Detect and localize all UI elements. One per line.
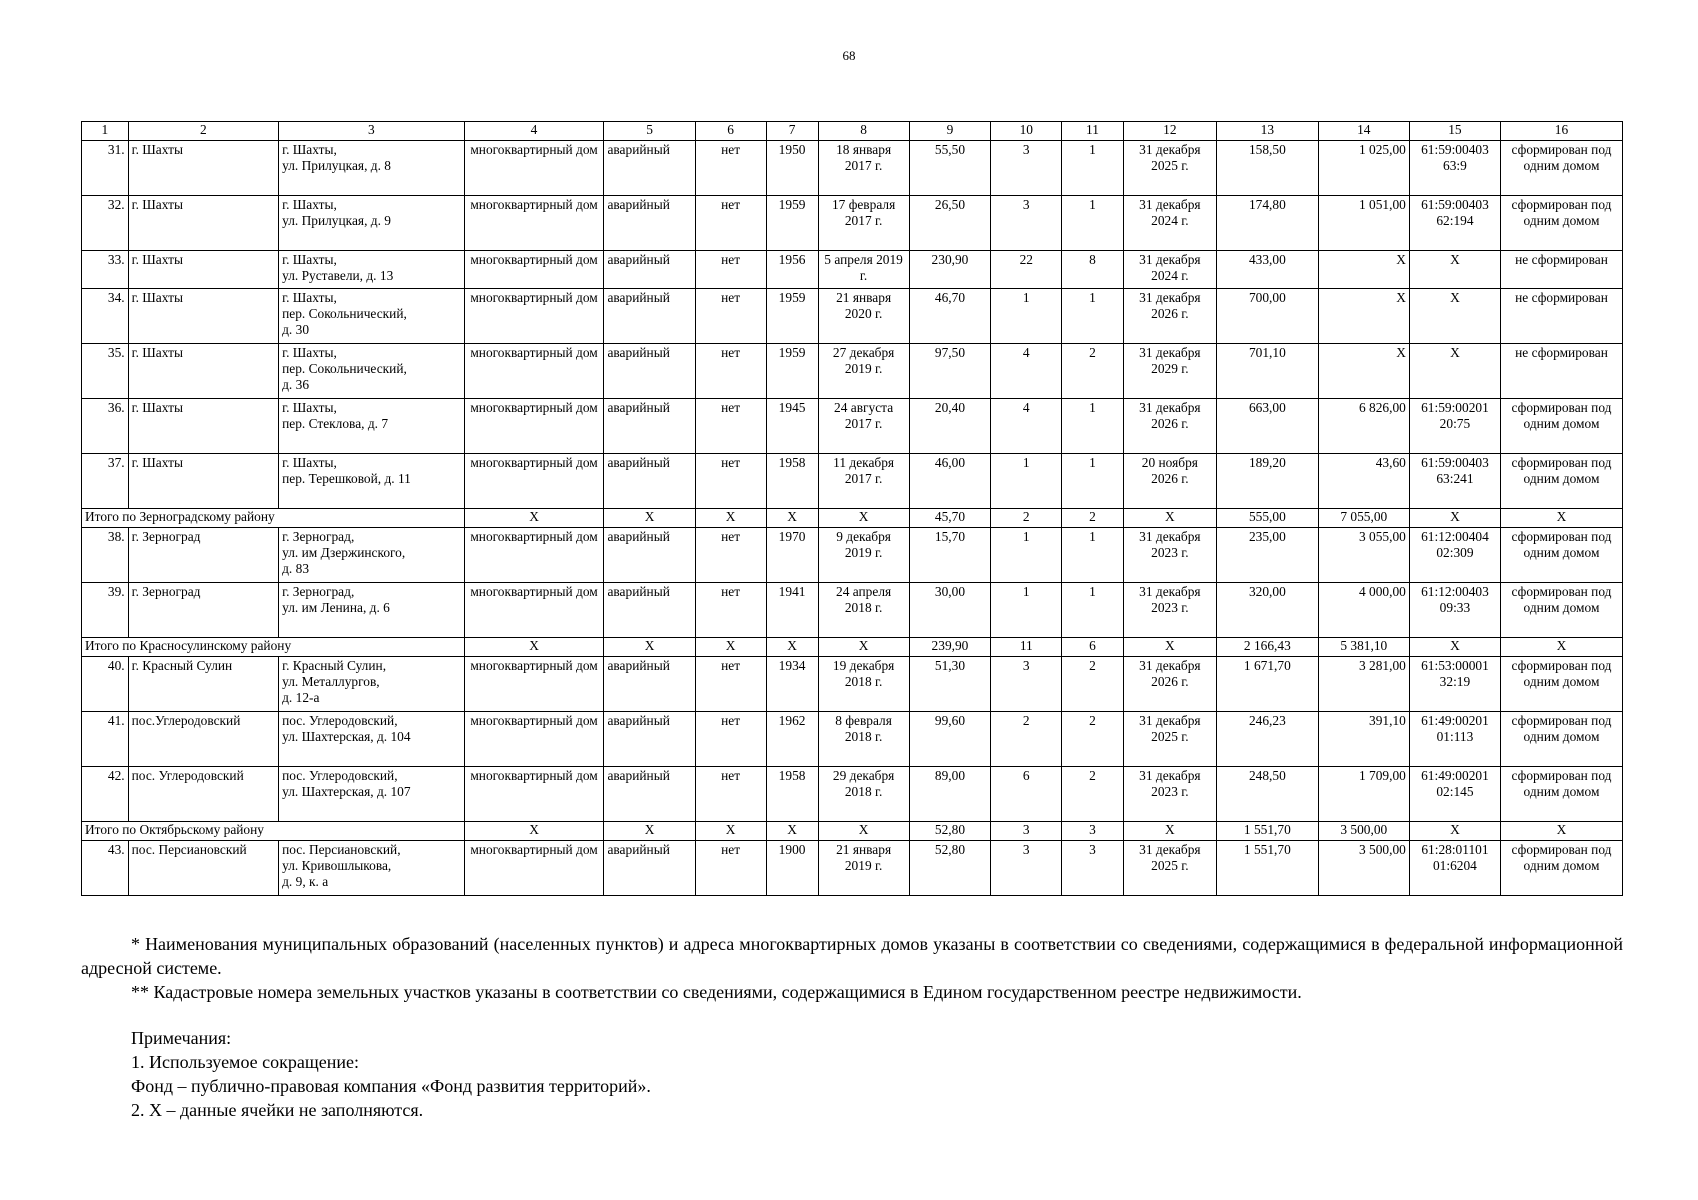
column-13-cell: 1 671,70 xyxy=(1216,657,1318,712)
year-cell: 1945 xyxy=(766,399,818,454)
house-type-cell: X xyxy=(464,509,604,528)
row-number: 33. xyxy=(82,251,129,289)
municipality-cell: г. Шахты xyxy=(128,196,278,251)
cadastre-number-cell: 61:59:00403 62:194 xyxy=(1409,196,1500,251)
column-11-cell: 1 xyxy=(1062,528,1123,583)
cadastre-number-cell: X xyxy=(1409,289,1500,344)
table-row xyxy=(82,399,1623,454)
column-14-cell: 43,60 xyxy=(1318,454,1409,509)
house-type-cell: X xyxy=(464,638,604,657)
column-11-cell: 2 xyxy=(1062,712,1123,767)
cadastre-number-cell: X xyxy=(1409,251,1500,289)
cadastre-number-cell: X xyxy=(1409,509,1500,528)
date-cell: 21 января 2020 г. xyxy=(818,289,909,344)
status-cell: X xyxy=(604,822,695,841)
deadline-cell: 31 декабря 2026 г. xyxy=(1123,289,1216,344)
column-11-cell: 3 xyxy=(1062,841,1123,896)
row-number: 35. xyxy=(82,344,129,399)
column-10-cell: 2 xyxy=(991,509,1062,528)
column-11-cell: 2 xyxy=(1062,657,1123,712)
notes-section xyxy=(81,932,1623,1122)
address-cell: г. Шахты, ул. Прилуцкая, д. 8 xyxy=(279,141,464,196)
row-number: 36. xyxy=(82,399,129,454)
column-number-5: 5 xyxy=(604,122,695,141)
column-11-cell: 8 xyxy=(1062,251,1123,289)
cadastre-number-cell: 61:49:00201 01:113 xyxy=(1409,712,1500,767)
area-cell: 52,80 xyxy=(909,822,991,841)
column-13-cell: 174,80 xyxy=(1216,196,1318,251)
column-13-cell: 248,50 xyxy=(1216,767,1318,822)
address-cell: г. Шахты, ул. Руставели, д. 13 xyxy=(279,251,464,289)
column-10-cell: 3 xyxy=(991,141,1062,196)
house-type-cell: многоквартирный дом xyxy=(464,454,604,509)
column-14-cell: 6 826,00 xyxy=(1318,399,1409,454)
land-plot-status-cell: не сформирован xyxy=(1501,251,1623,289)
year-cell: 1900 xyxy=(766,841,818,896)
table-row xyxy=(82,454,1623,509)
deadline-cell: 31 декабря 2023 г. xyxy=(1123,583,1216,638)
house-type-cell: многоквартирный дом xyxy=(464,712,604,767)
municipality-cell: пос. Персиановский xyxy=(128,841,278,896)
column-6-cell: X xyxy=(695,509,766,528)
column-14-cell: 1 709,00 xyxy=(1318,767,1409,822)
house-type-cell: многоквартирный дом xyxy=(464,399,604,454)
area-cell: 89,00 xyxy=(909,767,991,822)
district-total-label: Итого по Зерноградскому району xyxy=(82,509,465,528)
date-cell: 19 декабря 2018 г. xyxy=(818,657,909,712)
year-cell: 1941 xyxy=(766,583,818,638)
land-plot-status-cell: X xyxy=(1501,638,1623,657)
column-6-cell: нет xyxy=(695,841,766,896)
column-6-cell: нет xyxy=(695,528,766,583)
column-10-cell: 6 xyxy=(991,767,1062,822)
date-cell: 8 февраля 2018 г. xyxy=(818,712,909,767)
land-plot-status-cell: сформирован под одним домом xyxy=(1501,399,1623,454)
deadline-cell: 31 декабря 2024 г. xyxy=(1123,251,1216,289)
area-cell: 20,40 xyxy=(909,399,991,454)
date-cell: 9 декабря 2019 г. xyxy=(818,528,909,583)
land-plot-status-cell: сформирован под одним домом xyxy=(1501,528,1623,583)
column-14-cell: 391,10 xyxy=(1318,712,1409,767)
cadastre-number-cell: 61:59:00201 20:75 xyxy=(1409,399,1500,454)
column-13-cell: 320,00 xyxy=(1216,583,1318,638)
column-13-cell: 701,10 xyxy=(1216,344,1318,399)
land-plot-status-cell: сформирован под одним домом xyxy=(1501,657,1623,712)
status-cell: X xyxy=(604,638,695,657)
table-body xyxy=(82,122,1623,896)
land-plot-status-cell: сформирован под одним домом xyxy=(1501,454,1623,509)
address-cell: г. Шахты, пер. Терешковой, д. 11 xyxy=(279,454,464,509)
year-cell: 1959 xyxy=(766,344,818,399)
column-number-2: 2 xyxy=(128,122,278,141)
land-plot-status-cell: X xyxy=(1501,509,1623,528)
area-cell: 46,70 xyxy=(909,289,991,344)
column-14-cell: X xyxy=(1318,344,1409,399)
land-plot-status-cell: сформирован под одним домом xyxy=(1501,841,1623,896)
note-item-2: 2. X – данные ячейки не заполняются. xyxy=(131,1100,424,1120)
land-plot-status-cell: X xyxy=(1501,822,1623,841)
deadline-cell: 31 декабря 2025 г. xyxy=(1123,841,1216,896)
year-cell: 1956 xyxy=(766,251,818,289)
column-10-cell: 2 xyxy=(991,712,1062,767)
status-cell: X xyxy=(604,509,695,528)
column-6-cell: нет xyxy=(695,251,766,289)
status-cell: аварийный xyxy=(604,454,695,509)
deadline-cell: 31 декабря 2029 г. xyxy=(1123,344,1216,399)
row-number: 43. xyxy=(82,841,129,896)
column-10-cell: 3 xyxy=(991,841,1062,896)
year-cell: 1934 xyxy=(766,657,818,712)
year-cell: X xyxy=(766,509,818,528)
column-14-cell: 3 500,00 xyxy=(1318,822,1409,841)
column-14-cell: 5 381,10 xyxy=(1318,638,1409,657)
date-cell: 24 августа 2017 г. xyxy=(818,399,909,454)
table-row xyxy=(82,528,1623,583)
table-row xyxy=(82,657,1623,712)
deadline-cell: 31 декабря 2025 г. xyxy=(1123,712,1216,767)
date-cell: X xyxy=(818,638,909,657)
district-total-row xyxy=(82,509,1623,528)
table-row xyxy=(82,583,1623,638)
cadastre-number-cell: X xyxy=(1409,638,1500,657)
column-number-16: 16 xyxy=(1501,122,1623,141)
column-number-11: 11 xyxy=(1062,122,1123,141)
column-11-cell: 1 xyxy=(1062,289,1123,344)
page-number: 68 xyxy=(842,48,856,63)
column-13-cell: 433,00 xyxy=(1216,251,1318,289)
column-11-cell: 2 xyxy=(1062,344,1123,399)
status-cell: аварийный xyxy=(604,583,695,638)
column-13-cell: 246,23 xyxy=(1216,712,1318,767)
column-10-cell: 1 xyxy=(991,528,1062,583)
land-plot-status-cell: сформирован под одним домом xyxy=(1501,141,1623,196)
status-cell: аварийный xyxy=(604,841,695,896)
table-row xyxy=(82,344,1623,399)
house-type-cell: многоквартирный дом xyxy=(464,196,604,251)
address-cell: г. Шахты, пер. Сокольнический, д. 36 xyxy=(279,344,464,399)
column-number-14: 14 xyxy=(1318,122,1409,141)
cadastre-number-cell: X xyxy=(1409,344,1500,399)
row-number: 42. xyxy=(82,767,129,822)
column-10-cell: 4 xyxy=(991,344,1062,399)
municipality-cell: г. Шахты xyxy=(128,141,278,196)
address-cell: пос. Углеродовский, ул. Шахтерская, д. 107 xyxy=(279,767,464,822)
land-plot-status-cell: не сформирован xyxy=(1501,344,1623,399)
cadastre-number-cell: X xyxy=(1409,822,1500,841)
column-13-cell: 235,00 xyxy=(1216,528,1318,583)
column-14-cell: 3 055,00 xyxy=(1318,528,1409,583)
year-cell: X xyxy=(766,638,818,657)
status-cell: аварийный xyxy=(604,528,695,583)
column-number-9: 9 xyxy=(909,122,991,141)
land-plot-status-cell: не сформирован xyxy=(1501,289,1623,344)
date-cell: 27 декабря 2019 г. xyxy=(818,344,909,399)
column-13-cell: 700,00 xyxy=(1216,289,1318,344)
column-6-cell: нет xyxy=(695,583,766,638)
municipality-cell: г. Зерноград xyxy=(128,583,278,638)
column-14-cell: 7 055,00 xyxy=(1318,509,1409,528)
district-total-label: Итого по Красносулинскому району xyxy=(82,638,465,657)
column-number-7: 7 xyxy=(766,122,818,141)
year-cell: 1962 xyxy=(766,712,818,767)
status-cell: аварийный xyxy=(604,289,695,344)
deadline-cell: 31 декабря 2024 г. xyxy=(1123,196,1216,251)
date-cell: 5 апреля 2019 г. xyxy=(818,251,909,289)
municipality-cell: г. Шахты xyxy=(128,454,278,509)
column-11-cell: 3 xyxy=(1062,822,1123,841)
house-type-cell: многоквартирный дом xyxy=(464,657,604,712)
district-total-row xyxy=(82,822,1623,841)
deadline-cell: X xyxy=(1123,509,1216,528)
column-11-cell: 2 xyxy=(1062,767,1123,822)
column-13-cell: 663,00 xyxy=(1216,399,1318,454)
year-cell: 1958 xyxy=(766,767,818,822)
column-6-cell: нет xyxy=(695,454,766,509)
land-plot-status-cell: сформирован под одним домом xyxy=(1501,767,1623,822)
address-cell: г. Шахты, ул. Прилуцкая, д. 9 xyxy=(279,196,464,251)
land-plot-status-cell: сформирован под одним домом xyxy=(1501,196,1623,251)
row-number: 39. xyxy=(82,583,129,638)
status-cell: аварийный xyxy=(604,344,695,399)
municipality-cell: пос.Углеродовский xyxy=(128,712,278,767)
column-number-13: 13 xyxy=(1216,122,1318,141)
column-11-cell: 1 xyxy=(1062,141,1123,196)
column-13-cell: 2 166,43 xyxy=(1216,638,1318,657)
notes-heading: Примечания: xyxy=(131,1028,232,1048)
area-cell: 230,90 xyxy=(909,251,991,289)
column-10-cell: 1 xyxy=(991,583,1062,638)
status-cell: аварийный xyxy=(604,657,695,712)
column-number-15: 15 xyxy=(1409,122,1500,141)
row-number: 38. xyxy=(82,528,129,583)
column-6-cell: нет xyxy=(695,196,766,251)
column-10-cell: 11 xyxy=(991,638,1062,657)
column-14-cell: 1 025,00 xyxy=(1318,141,1409,196)
area-cell: 55,50 xyxy=(909,141,991,196)
year-cell: 1970 xyxy=(766,528,818,583)
house-type-cell: многоквартирный дом xyxy=(464,141,604,196)
table-row xyxy=(82,251,1623,289)
column-14-cell: X xyxy=(1318,289,1409,344)
row-number: 37. xyxy=(82,454,129,509)
column-number-8: 8 xyxy=(818,122,909,141)
address-cell: пос. Персиановский, ул. Кривошлыкова, д. 9, к. а xyxy=(279,841,464,896)
column-14-cell: X xyxy=(1318,251,1409,289)
column-13-cell: 158,50 xyxy=(1216,141,1318,196)
column-6-cell: X xyxy=(695,822,766,841)
column-10-cell: 3 xyxy=(991,657,1062,712)
row-number: 34. xyxy=(82,289,129,344)
column-11-cell: 1 xyxy=(1062,454,1123,509)
cadastre-number-cell: 61:59:00403 63:241 xyxy=(1409,454,1500,509)
deadline-cell: X xyxy=(1123,638,1216,657)
deadline-cell: 31 декабря 2026 г. xyxy=(1123,399,1216,454)
footnote-cadastre: ** Кадастровые номера земельных участков указаны в соответствии со сведениями, содержащимися в Едином государственном реестре недвижимости. xyxy=(131,982,1302,1002)
municipality-cell: пос. Углеродовский xyxy=(128,767,278,822)
year-cell: 1959 xyxy=(766,289,818,344)
column-number-10: 10 xyxy=(991,122,1062,141)
column-13-cell: 1 551,70 xyxy=(1216,822,1318,841)
cadastre-number-cell: 61:53:00001 32:19 xyxy=(1409,657,1500,712)
table-row xyxy=(82,289,1623,344)
column-13-cell: 555,00 xyxy=(1216,509,1318,528)
column-number-1: 1 xyxy=(82,122,129,141)
municipality-cell: г. Шахты xyxy=(128,251,278,289)
status-cell: аварийный xyxy=(604,251,695,289)
row-number: 32. xyxy=(82,196,129,251)
column-6-cell: нет xyxy=(695,767,766,822)
year-cell: 1959 xyxy=(766,196,818,251)
column-number-3: 3 xyxy=(279,122,464,141)
date-cell: 29 декабря 2018 г. xyxy=(818,767,909,822)
date-cell: 11 декабря 2017 г. xyxy=(818,454,909,509)
column-11-cell: 6 xyxy=(1062,638,1123,657)
column-11-cell: 1 xyxy=(1062,399,1123,454)
table-row xyxy=(82,712,1623,767)
house-type-cell: многоквартирный дом xyxy=(464,251,604,289)
district-total-label: Итого по Октябрьскому району xyxy=(82,822,465,841)
note-item-1: 1. Используемое сокращение: xyxy=(131,1052,359,1072)
status-cell: аварийный xyxy=(604,196,695,251)
address-cell: пос. Углеродовский, ул. Шахтерская, д. 104 xyxy=(279,712,464,767)
footnote-addresses: * Наименования муниципальных образований (населенных пунктов) и адреса многоквартирных домов указаны в соответствии со сведениями, содержащимися в федеральной информационной адресной системе. xyxy=(81,934,1623,978)
table-row xyxy=(82,196,1623,251)
municipality-cell: г. Шахты xyxy=(128,399,278,454)
address-cell: г. Красный Сулин, ул. Металлургов, д. 12-а xyxy=(279,657,464,712)
row-number: 41. xyxy=(82,712,129,767)
cadastre-number-cell: 61:12:00404 02:309 xyxy=(1409,528,1500,583)
column-11-cell: 1 xyxy=(1062,583,1123,638)
table-row xyxy=(82,767,1623,822)
cadastre-number-cell: 61:59:00403 63:9 xyxy=(1409,141,1500,196)
area-cell: 30,00 xyxy=(909,583,991,638)
date-cell: 17 февраля 2017 г. xyxy=(818,196,909,251)
area-cell: 46,00 xyxy=(909,454,991,509)
deadline-cell: X xyxy=(1123,822,1216,841)
municipality-cell: г. Зерноград xyxy=(128,528,278,583)
column-6-cell: X xyxy=(695,638,766,657)
housing-register-table xyxy=(81,121,1623,896)
house-type-cell: многоквартирный дом xyxy=(464,528,604,583)
date-cell: X xyxy=(818,509,909,528)
area-cell: 239,90 xyxy=(909,638,991,657)
column-number-row xyxy=(82,122,1623,141)
deadline-cell: 20 ноября 2026 г. xyxy=(1123,454,1216,509)
deadline-cell: 31 декабря 2025 г. xyxy=(1123,141,1216,196)
date-cell: 24 апреля 2018 г. xyxy=(818,583,909,638)
house-type-cell: многоквартирный дом xyxy=(464,344,604,399)
column-number-12: 12 xyxy=(1123,122,1216,141)
column-6-cell: нет xyxy=(695,344,766,399)
land-plot-status-cell: сформирован под одним домом xyxy=(1501,712,1623,767)
column-11-cell: 1 xyxy=(1062,196,1123,251)
deadline-cell: 31 декабря 2023 г. xyxy=(1123,528,1216,583)
column-14-cell: 1 051,00 xyxy=(1318,196,1409,251)
note-item-1-text: Фонд – публично-правовая компания «Фонд развития территорий». xyxy=(131,1076,651,1096)
column-10-cell: 3 xyxy=(991,822,1062,841)
column-10-cell: 3 xyxy=(991,196,1062,251)
column-10-cell: 22 xyxy=(991,251,1062,289)
status-cell: аварийный xyxy=(604,399,695,454)
address-cell: г. Зерноград, ул. им Дзержинского, д. 83 xyxy=(279,528,464,583)
area-cell: 97,50 xyxy=(909,344,991,399)
district-total-row xyxy=(82,638,1623,657)
year-cell: 1958 xyxy=(766,454,818,509)
column-number-4: 4 xyxy=(464,122,604,141)
table-row xyxy=(82,141,1623,196)
address-cell: г. Шахты, пер. Сокольнический, д. 30 xyxy=(279,289,464,344)
house-type-cell: X xyxy=(464,822,604,841)
column-6-cell: нет xyxy=(695,289,766,344)
column-10-cell: 1 xyxy=(991,289,1062,344)
column-6-cell: нет xyxy=(695,657,766,712)
land-plot-status-cell: сформирован под одним домом xyxy=(1501,583,1623,638)
table-row xyxy=(82,841,1623,896)
cadastre-number-cell: 61:12:00403 09:33 xyxy=(1409,583,1500,638)
row-number: 31. xyxy=(82,141,129,196)
area-cell: 15,70 xyxy=(909,528,991,583)
column-14-cell: 3 281,00 xyxy=(1318,657,1409,712)
area-cell: 51,30 xyxy=(909,657,991,712)
cadastre-number-cell: 61:28:01101 01:6204 xyxy=(1409,841,1500,896)
address-cell: г. Шахты, пер. Стеклова, д. 7 xyxy=(279,399,464,454)
date-cell: 18 января 2017 г. xyxy=(818,141,909,196)
column-13-cell: 189,20 xyxy=(1216,454,1318,509)
column-6-cell: нет xyxy=(695,399,766,454)
house-type-cell: многоквартирный дом xyxy=(464,841,604,896)
column-number-6: 6 xyxy=(695,122,766,141)
area-cell: 52,80 xyxy=(909,841,991,896)
year-cell: 1950 xyxy=(766,141,818,196)
address-cell: г. Зерноград, ул. им Ленина, д. 6 xyxy=(279,583,464,638)
column-6-cell: нет xyxy=(695,141,766,196)
column-10-cell: 1 xyxy=(991,454,1062,509)
area-cell: 45,70 xyxy=(909,509,991,528)
municipality-cell: г. Шахты xyxy=(128,289,278,344)
municipality-cell: г. Шахты xyxy=(128,344,278,399)
deadline-cell: 31 декабря 2026 г. xyxy=(1123,657,1216,712)
cadastre-number-cell: 61:49:00201 02:145 xyxy=(1409,767,1500,822)
house-type-cell: многоквартирный дом xyxy=(464,289,604,344)
row-number: 40. xyxy=(82,657,129,712)
municipality-cell: г. Красный Сулин xyxy=(128,657,278,712)
column-14-cell: 3 500,00 xyxy=(1318,841,1409,896)
column-13-cell: 1 551,70 xyxy=(1216,841,1318,896)
column-11-cell: 2 xyxy=(1062,509,1123,528)
column-14-cell: 4 000,00 xyxy=(1318,583,1409,638)
area-cell: 26,50 xyxy=(909,196,991,251)
year-cell: X xyxy=(766,822,818,841)
column-10-cell: 4 xyxy=(991,399,1062,454)
house-type-cell: многоквартирный дом xyxy=(464,767,604,822)
area-cell: 99,60 xyxy=(909,712,991,767)
house-type-cell: многоквартирный дом xyxy=(464,583,604,638)
column-6-cell: нет xyxy=(695,712,766,767)
status-cell: аварийный xyxy=(604,141,695,196)
deadline-cell: 31 декабря 2023 г. xyxy=(1123,767,1216,822)
status-cell: аварийный xyxy=(604,767,695,822)
date-cell: X xyxy=(818,822,909,841)
status-cell: аварийный xyxy=(604,712,695,767)
date-cell: 21 января 2019 г. xyxy=(818,841,909,896)
